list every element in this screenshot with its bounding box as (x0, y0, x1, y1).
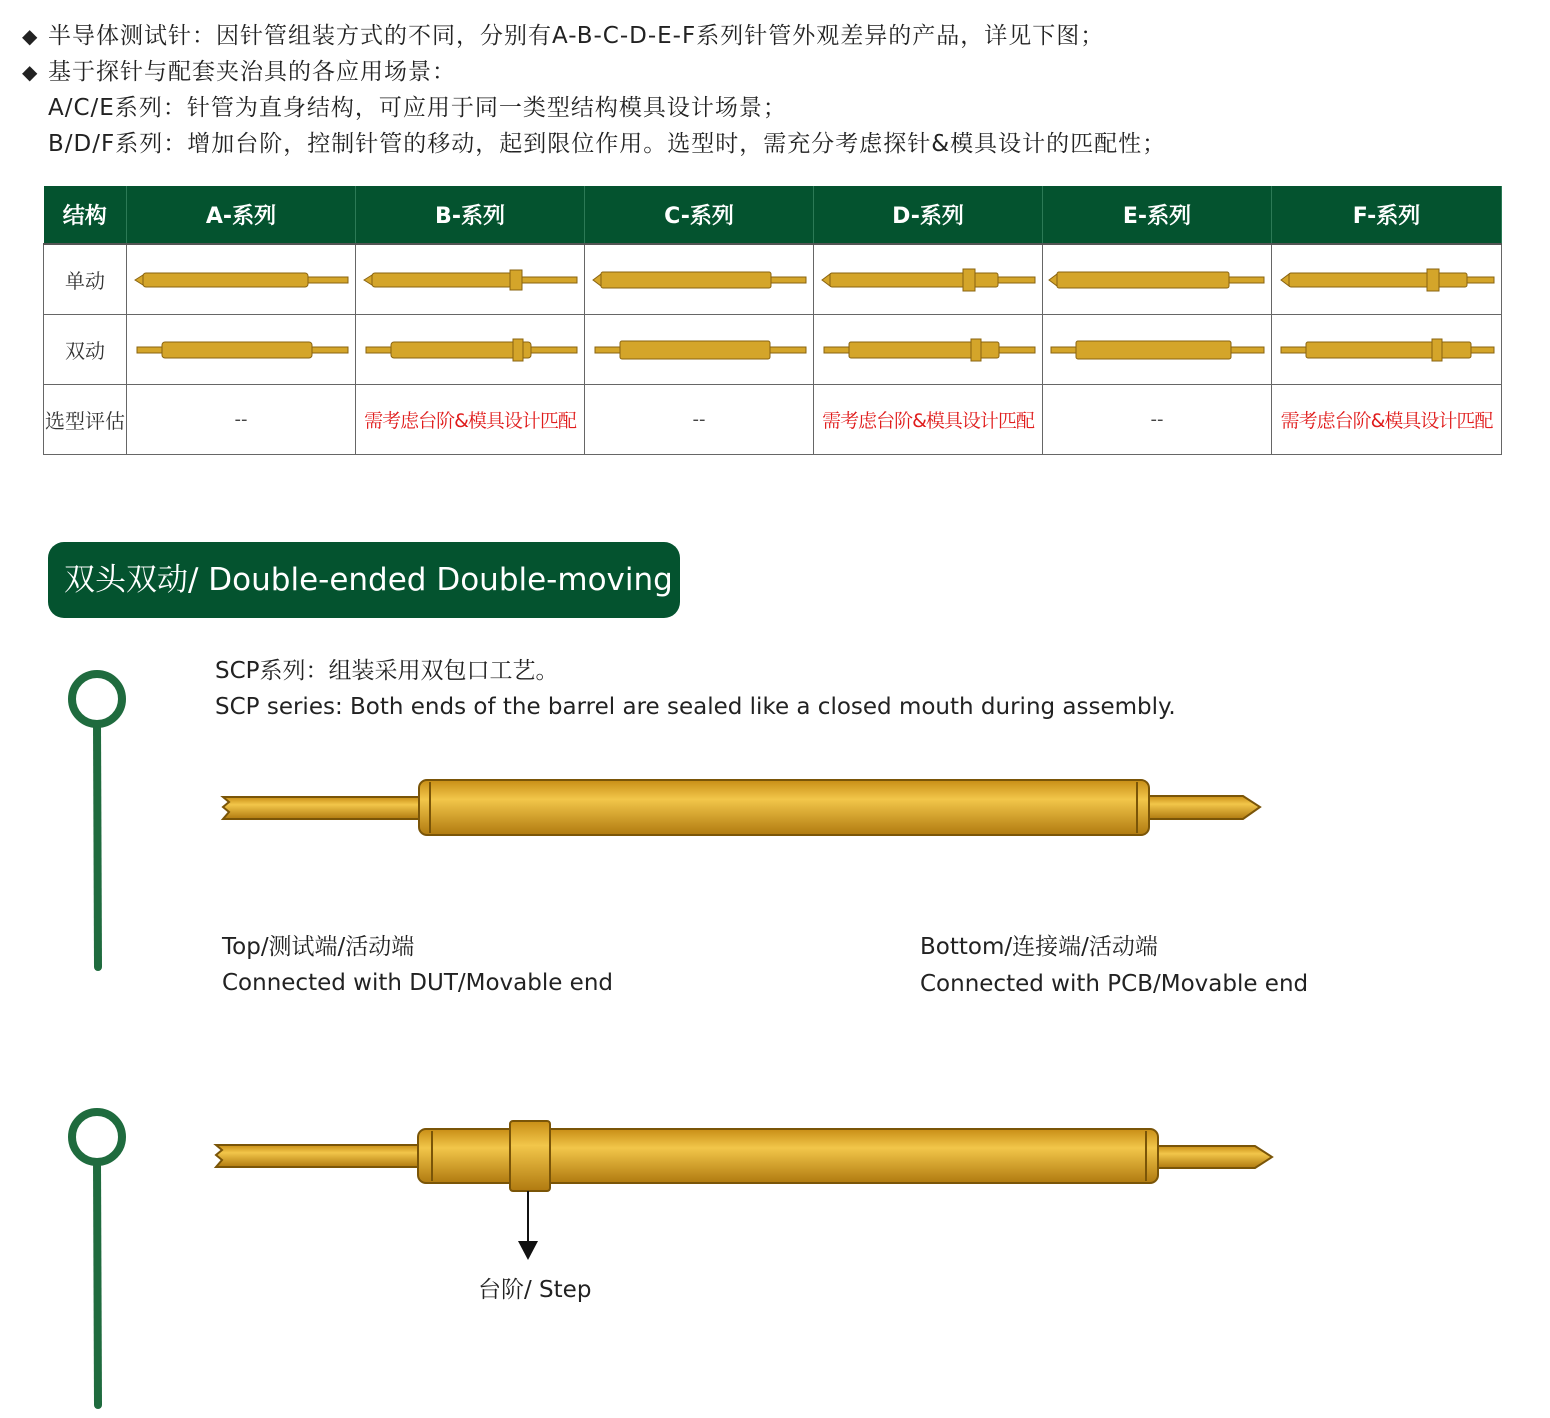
pin-marker-icon (60, 665, 136, 975)
eval-e: -- (1043, 385, 1272, 455)
table-row-evaluation (44, 385, 1502, 455)
pin-image-d-double (814, 315, 1043, 385)
bullet-icon: ◆ (22, 60, 39, 84)
header-series-d: D-系列 (814, 186, 1043, 244)
bullet-icon: ◆ (22, 24, 39, 48)
pin-image-d-single (814, 244, 1043, 315)
pin-image-e-single (1043, 244, 1272, 315)
table-row-double-action (44, 315, 1502, 385)
intro-line-4: B/D/F系列：增加台阶，控制针管的移动，起到限位作用。选型时，需充分考虑探针&模具设计的匹配性； (48, 131, 1167, 157)
probe-illustration-with-step (210, 1115, 1280, 1265)
header-series-c: C-系列 (585, 186, 814, 244)
pin-image-f-double (1272, 315, 1502, 385)
pin-image-a-double (127, 315, 356, 385)
pin-image-e-double (1043, 315, 1272, 385)
intro-line-1: ◆ 半导体测试针：因针管组装方式的不同，分别有A-B-C-D-E-F系列针管外观差异的产品，详见下图； (22, 18, 1166, 54)
pin-image-c-single (585, 244, 814, 315)
pin-image-b-double (356, 315, 585, 385)
pin-image-b-single (356, 244, 585, 315)
intro-line-2: ◆ 基于探针与配套夹治具的各应用场景： (22, 54, 1166, 90)
eval-c: -- (585, 385, 814, 455)
top-end-label-en: Connected with DUT/Movable end (222, 970, 614, 996)
pin-image-a-single (127, 244, 356, 315)
step-label: 台阶/ Step (478, 1277, 592, 1303)
eval-d: 需考虑台阶&模具设计匹配 (814, 385, 1043, 455)
scp-description-cn: SCP系列：组装采用双包口工艺。 (215, 658, 559, 684)
intro-block (22, 18, 1166, 162)
arrow-down-icon (518, 1241, 538, 1260)
pin-marker-icon (60, 1103, 136, 1413)
scp-description-en: SCP series: Both ends of the barrel are sealed like a closed mouth during assembly. (215, 694, 1176, 720)
pin-image-c-double (585, 315, 814, 385)
eval-f: 需考虑台阶&模具设计匹配 (1272, 385, 1502, 455)
header-series-a: A-系列 (127, 186, 356, 244)
header-structure: 结构 (44, 186, 127, 244)
top-end-label-cn: Top/测试端/活动端 (222, 934, 415, 960)
table-header-row (44, 186, 1502, 244)
section-title-pill: 双头双动/ Double-ended Double-moving (48, 542, 680, 618)
header-series-b: B-系列 (356, 186, 585, 244)
probe-illustration-double-ended (215, 770, 1275, 850)
header-series-f: F-系列 (1272, 186, 1502, 244)
series-comparison-table (43, 186, 1502, 455)
bottom-end-label-cn: Bottom/连接端/活动端 (920, 934, 1158, 960)
intro-line-3: A/C/E系列：针管为直身结构，可应用于同一类型结构模具设计场景； (48, 95, 787, 121)
row-label-single-action: 单动 (44, 244, 127, 315)
bottom-end-label-en: Connected with PCB/Movable end (920, 971, 1309, 997)
eval-b: 需考虑台阶&模具设计匹配 (356, 385, 585, 455)
pin-image-f-single (1272, 244, 1502, 315)
eval-a: -- (127, 385, 356, 455)
row-label-double-action: 双动 (44, 315, 127, 385)
table-row-single-action (44, 244, 1502, 315)
header-series-e: E-系列 (1043, 186, 1272, 244)
row-label-evaluation: 选型评估 (44, 385, 127, 455)
